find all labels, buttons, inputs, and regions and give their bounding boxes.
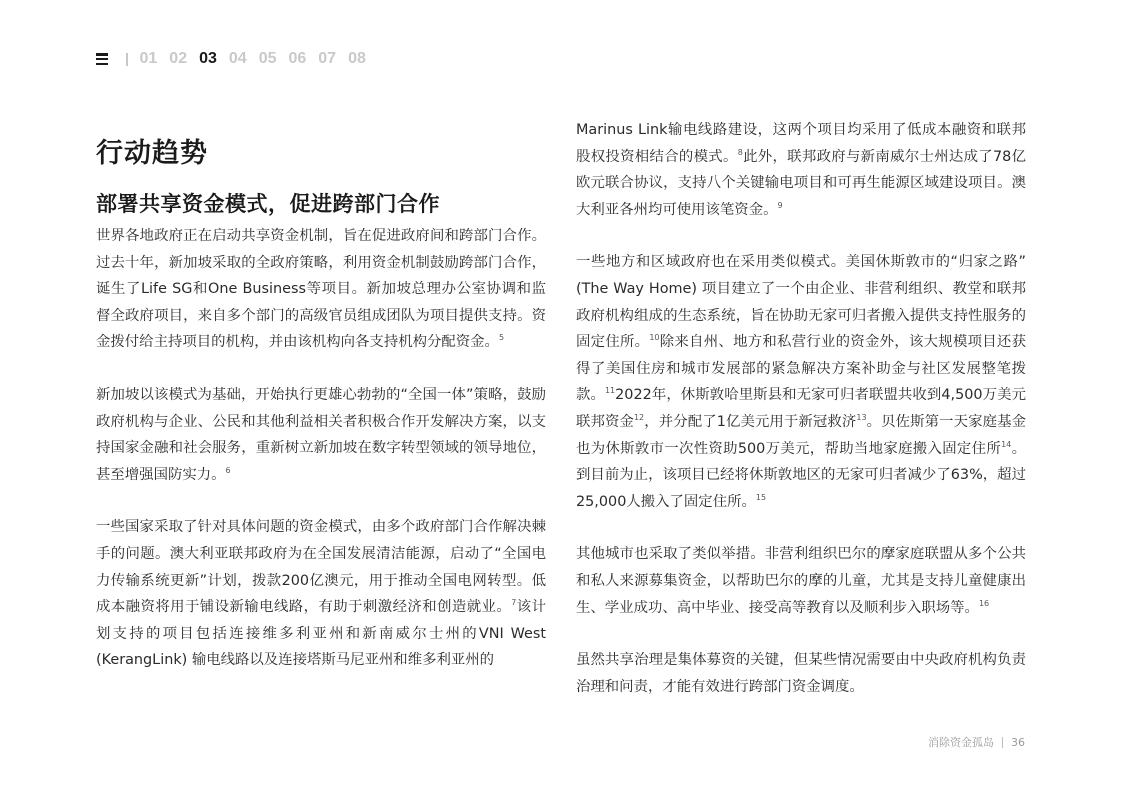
paragraph-text: 一些地方和区域政府也在采用类似模式。美国休斯敦市的“归家之路” (The Way Home) 项目建立了一个由企业、非营利组织、教堂和联邦政府机构组成的生态系统，旨在协助无家可归者搬入提供支持性服务的固定住所。 xyxy=(576,254,1026,351)
footnote-ref[interactable]: 16 xyxy=(978,598,990,608)
footnote-ref[interactable]: 7 xyxy=(511,598,517,608)
footnote-ref[interactable]: 15 xyxy=(755,492,767,502)
footer-divider xyxy=(1002,737,1003,748)
paragraph-text: 一些国家采取了针对具体问题的资金模式，由多个政府部门合作解决棘手的问题。澳大利亚联邦政府为在全国发展清洁能源，启动了“全国电力传输系统更新”计划，拨款200亿澳元，用于推动全国电网转型。低成本融资将用于铺设新输电线路，有助于刺激经济和创造就业。 xyxy=(96,519,546,616)
right-column xyxy=(576,117,1026,700)
section-subtitle: 部署共享资金模式，促进跨部门合作 xyxy=(96,192,440,216)
chapter-link-04[interactable]: 04 xyxy=(228,50,247,67)
chapter-link-08[interactable]: 08 xyxy=(348,50,366,67)
paragraph-text: 。到目前为止，该项目已经将休斯敦地区的无家可归者减少了63%，超过25,000人搬入了固定住所。 xyxy=(576,440,1026,510)
paragraph-houston xyxy=(576,249,1026,515)
paragraph-text: 虽然共享治理是集体募资的关键，但某些情况需要由中央政府机构负责治理和问责，才能有效进行跨部门资金调度。 xyxy=(576,652,1026,695)
footnote-ref[interactable]: 9 xyxy=(777,200,783,210)
footnote-ref[interactable]: 13 xyxy=(856,413,867,423)
paragraph-singapore-strategy xyxy=(96,382,546,488)
chapter-nav xyxy=(96,48,378,70)
paragraph-text: 其他城市也采取了类似举措。非营利组织巴尔的摩家庭联盟从多个公共和私人来源募集资金，以帮助巴尔的摩的儿童，尤其是支持儿童健康出生、学业成功、高中毕业、接受高等教育以及顺利步入职场等。 xyxy=(576,546,1026,616)
footnote-ref[interactable]: 5 xyxy=(498,333,505,343)
footnote-ref[interactable]: 12 xyxy=(633,413,645,423)
paragraph-text: 。贝佐斯第一天家庭基金也为休斯敦市一次性资助500万美元，帮助当地家庭搬入固定住所 xyxy=(576,413,1026,457)
paragraph-baltimore xyxy=(576,541,1026,621)
menu-icon[interactable] xyxy=(96,53,108,65)
chapter-link-02[interactable]: 02 xyxy=(169,50,188,67)
footnote-ref[interactable]: 11 xyxy=(604,386,616,396)
footnote-ref[interactable]: 8 xyxy=(737,147,743,157)
page-footer xyxy=(928,734,1025,750)
paragraph-text: 此外，联邦政府与新南威尔士州达成了78亿欧元联合协议，支持八个关键输电项目和可再生能源区域建设项目。澳大利亚各州均可使用该笔资金。 xyxy=(576,148,1026,218)
footer-doc-title: 消除资金孤岛 xyxy=(928,736,994,749)
paragraph-text: Marinus Link输电线路建设，这两个项目均采用了低成本融资和联邦股权投资相结合的模式。 xyxy=(576,122,1026,165)
nav-divider xyxy=(126,53,128,66)
paragraph-singapore-funding xyxy=(96,223,546,356)
chapter-link-06[interactable]: 06 xyxy=(288,50,307,67)
chapter-link-03[interactable]: 03 xyxy=(199,50,217,67)
left-column xyxy=(96,134,546,674)
footer-page-number: 36 xyxy=(1011,735,1025,749)
paragraph-text: 新加坡以该模式为基础，开始执行更雄心勃勃的“全国一体”策略，鼓励政府机构与企业、公民和其他利益相关者积极合作开发解决方案，以支持国家金融和社会服务，重新树立新加坡在数字转型领域的领导地位，甚至增强国防实力。 xyxy=(96,386,546,483)
paragraph-text: 除来自州、地方和私营行业的资金外，该大规模项目还获得了美国住房和城市发展部的紧急解决方案补助金与社区发展整笔拨款。 xyxy=(576,334,1026,404)
section-title: 行动趋势 xyxy=(96,138,208,169)
footnote-ref[interactable]: 10 xyxy=(649,333,660,343)
paragraph-text: 2022年，休斯敦哈里斯县和无家可归者联盟共收到4,500万美元联邦资金 xyxy=(576,387,1026,430)
chapter-link-05[interactable]: 05 xyxy=(258,50,277,67)
footnote-ref[interactable]: 6 xyxy=(225,465,231,475)
paragraph-text: ，并分配了1亿美元用于新冠救济 xyxy=(644,413,857,430)
paragraph-australia-grid xyxy=(96,514,546,674)
paragraph-marinus-link xyxy=(576,117,1026,223)
paragraph-governance xyxy=(576,647,1026,700)
paragraph-text: 世界各地政府正在启动共享资金机制，旨在促进政府间和跨部门合作。过去十年，新加坡采取的全政府策略，利用资金机制鼓励跨部门合作，诞生了Life SG和One Business等项目。新加坡总理办公室协调和监督全政府项目，来自多个部门的高级官员组成团队为项目提供支持。资金拨付给主持项目的机构，并由该机构向各支持机构分配资金。 xyxy=(96,228,546,351)
footnote-ref[interactable]: 14 xyxy=(1001,439,1012,449)
chapter-link-07[interactable]: 07 xyxy=(318,50,337,67)
chapter-link-01[interactable]: 01 xyxy=(139,50,158,67)
paragraph-text: 该计划支持的项目包括连接维多利亚州和新南威尔士州的VNI West (KerangLink) 输电线路以及连接塔斯马尼亚州和维多利亚州的 xyxy=(96,599,546,669)
